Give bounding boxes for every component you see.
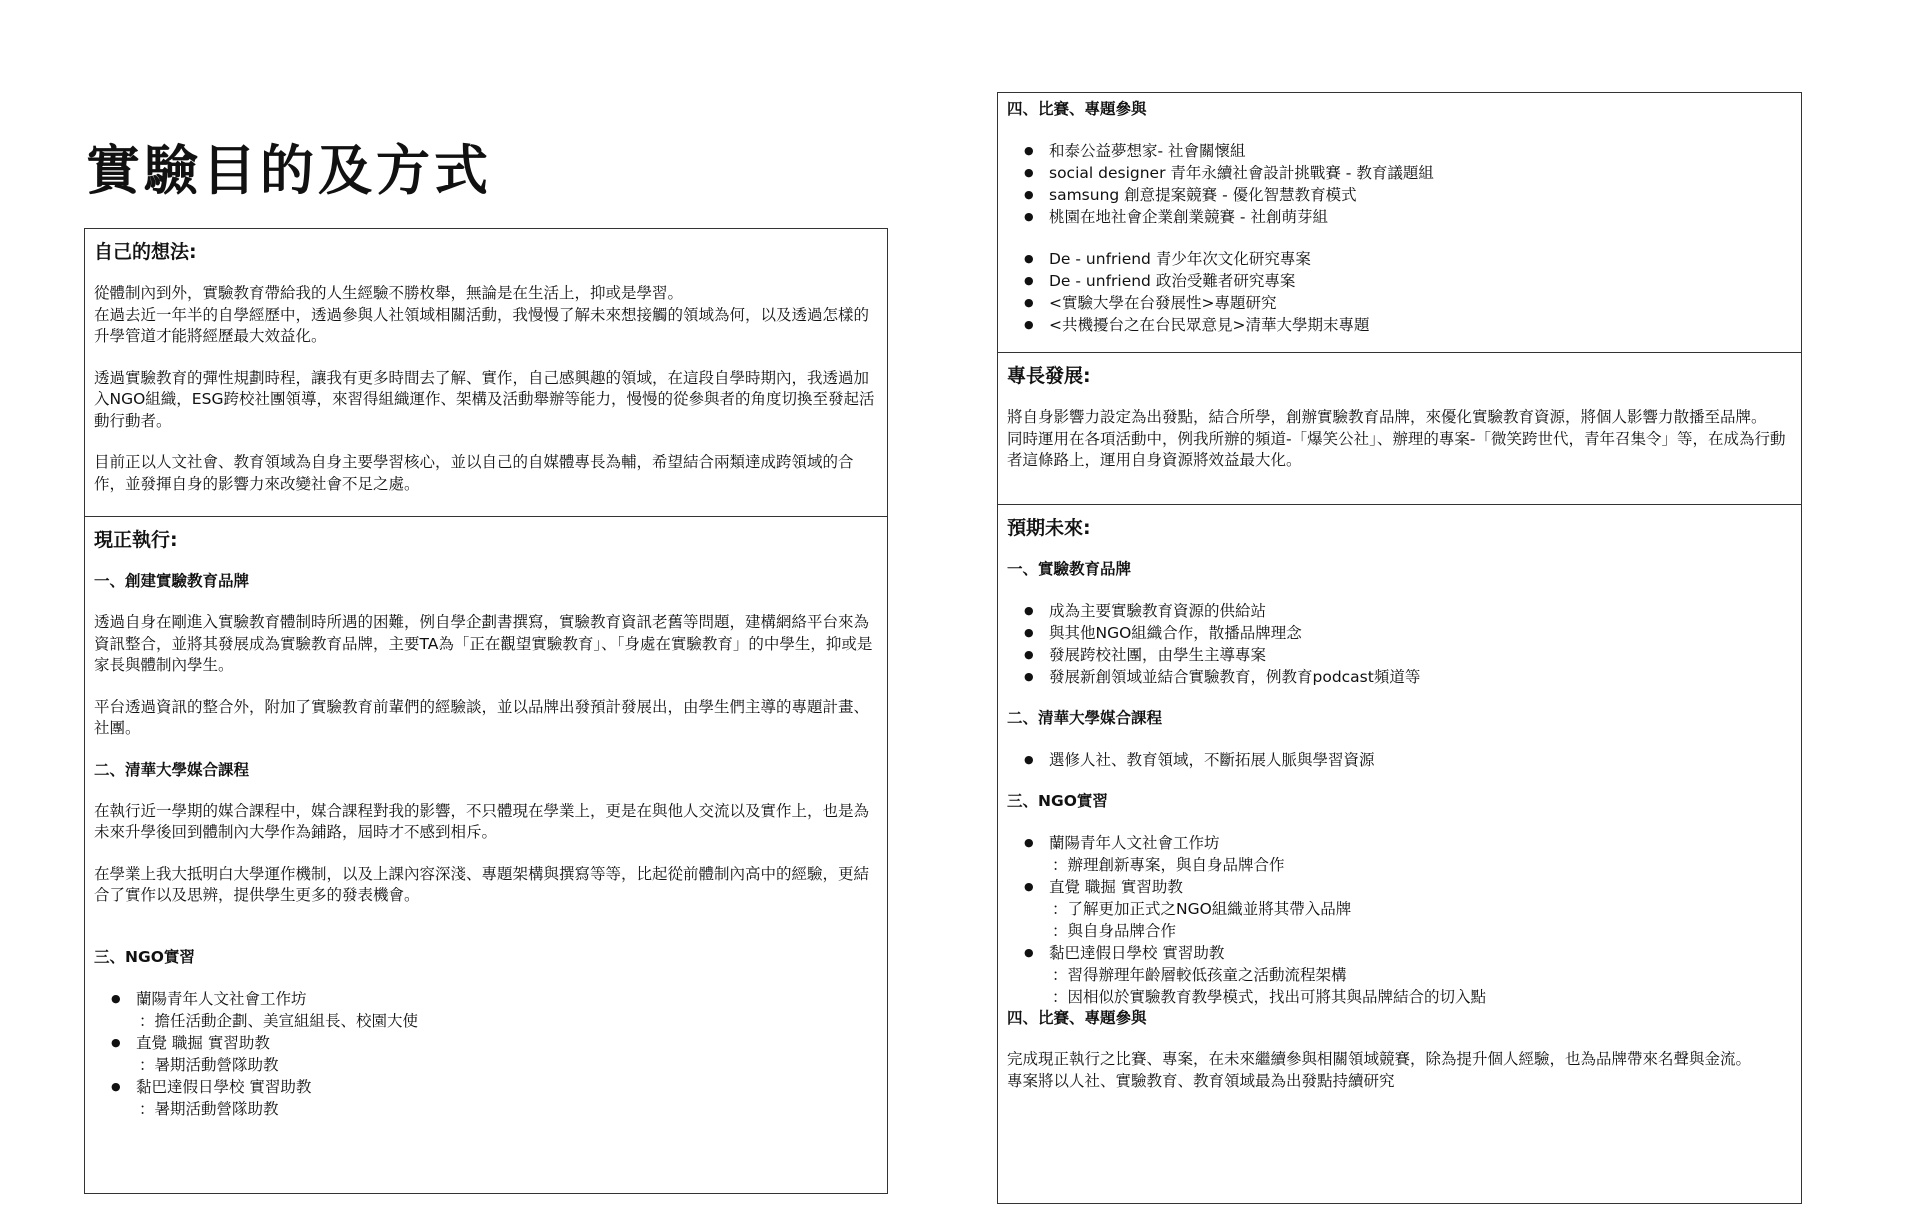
list-item: ● 與其他NGO組織合作，散播品牌理念 xyxy=(1049,622,1792,644)
course-paragraph-1: 在執行近一學期的媒合課程中，媒合課程對我的影響，不只體現在學業上，更是在與他人交流以及實作上，也是為未來升學後回到體制內大學作為鋪路，屆時才不感到相斥。 xyxy=(94,801,870,841)
future-ngo-subheading: 三、NGO實習 xyxy=(1007,792,1108,810)
future-competitions-paragraph: 完成現正執行之比賽、專案，在未來繼續參與相關領域競賽，除為提升個人經驗，也為品牌帶來名聲與金流。 專案將以人社、實驗教育、教育領域最為出發點持續研究 xyxy=(1007,1050,1752,1090)
competitions-list xyxy=(1007,140,1792,228)
list-item: ● De - unfriend 青少年次文化研究專案 xyxy=(1049,248,1792,270)
thoughts-section xyxy=(85,229,887,516)
list-item: ● De - unfriend 政治受難者研究專案 xyxy=(1049,270,1792,292)
skills-heading: 專長發展: xyxy=(1007,365,1091,387)
ngo-name: 黏巴達假日學校 實習助教 xyxy=(1049,944,1225,962)
ngo-note: ：了解更加正式之NGO組織並將其帶入品牌 xyxy=(1052,900,1352,918)
right-column xyxy=(997,92,1802,1204)
ngo-note: ：與自身品牌合作 xyxy=(1052,922,1177,940)
ngo-note: ：暑期活動營隊助教 xyxy=(139,1099,279,1118)
brand-paragraph-2: 平台透過資訊的整合外，附加了實驗教育前輩們的經驗談，並以品牌出發預計發展出，由學生們主導的專題計畫、社團。 xyxy=(94,697,870,737)
future-brand-list xyxy=(1007,600,1792,688)
thoughts-paragraph-3: 目前正以人文社會、教育領域為自身主要學習核心，並以自己的自媒體專長為輔，希望結合兩類達成跨領域的合作，並發揮自身的影響力來改變社會不足之處。 xyxy=(94,453,854,493)
list-item: ● 發展跨校社團，由學生主導專案 xyxy=(1049,644,1792,666)
list-item: ● 選修人社、教育領域，不斷拓展人脈與學習資源 xyxy=(1049,749,1792,771)
future-competitions-subheading: 四、比賽、專題參與 xyxy=(1007,1009,1147,1027)
skills-section xyxy=(998,352,1801,504)
list-item: ● samsung 創意提案競賽 - 優化智慧教育模式 xyxy=(1049,184,1792,206)
ngo-name: 直覺 職掘 實習助教 xyxy=(1049,878,1183,896)
thoughts-heading: 自己的想法: xyxy=(94,241,197,263)
projects-list xyxy=(1007,248,1792,336)
ngo-note: ：擔任活動企劃、美宣組組長、校園大使 xyxy=(139,1011,419,1030)
spacer xyxy=(94,927,878,947)
ngo-subheading: 三、NGO實習 xyxy=(94,947,195,966)
list-item xyxy=(1049,876,1792,942)
future-heading: 預期未來: xyxy=(1007,517,1091,539)
future-ngo-list xyxy=(1007,832,1792,1008)
competitions-heading: 四、比賽、專題參與 xyxy=(1007,100,1147,118)
list-item: ● 和泰公益夢想家- 社會關懷組 xyxy=(1049,140,1792,162)
ngo-note: ：習得辦理年齡層較低孩童之活動流程架構 xyxy=(1052,966,1347,984)
course-subheading: 二、清華大學媒合課程 xyxy=(94,760,250,779)
current-section xyxy=(85,516,887,1144)
list-item xyxy=(136,1032,878,1076)
skills-paragraph: 將自身影響力設定為出發點，結合所學，創辦實驗教育品牌，來優化實驗教育資源，將個人影響力散播至品牌。 同時運用在各項活動中，例我所辦的頻道-「爆笑公社」、辦理的專案-「微笑跨世代，青年召集令」等，在成為行動者這條路上，運用自身資源將效益最大化。 xyxy=(1007,408,1786,469)
list-item: ● <共機擾台之在台民眾意見>清華大學期末專題 xyxy=(1049,314,1792,336)
brand-paragraph-1: 透過自身在剛進入實驗教育體制時所遇的困難，例自學企劃書撰寫，實驗教育資訊老舊等問題，建構網絡平台來為資訊整合，並將其發展成為實驗教育品牌，主要TA為「正在觀望實驗教育」、「身處在實驗教育」的中學生，抑或是家長與體制內學生。 xyxy=(94,613,873,674)
list-item xyxy=(136,1076,878,1120)
list-item xyxy=(1049,942,1792,1008)
ngo-name: 直覺 職掘 實習助教 xyxy=(136,1033,270,1052)
ngo-name: 蘭陽青年人文社會工作坊 xyxy=(136,989,307,1008)
ngo-name: 蘭陽青年人文社會工作坊 xyxy=(1049,834,1220,852)
thoughts-paragraph-2: 透過實驗教育的彈性規劃時程，讓我有更多時間去了解、實作，自己感興趣的領域，在這段自學時期內，我透過加入NGO組織，ESG跨校社團領導，來習得組織運作、架構及活動舉辦等能力，慢慢的從參與者的角度切換至發起活動行動者。 xyxy=(94,368,875,430)
future-course-subheading: 二、清華大學媒合課程 xyxy=(1007,709,1163,727)
current-heading: 現正執行: xyxy=(94,529,178,551)
list-item: ● <實驗大學在台發展性>專題研究 xyxy=(1049,292,1792,314)
future-section xyxy=(998,504,1801,1116)
list-item xyxy=(1049,832,1792,876)
list-item: ● 成為主要實驗教育資源的供給站 xyxy=(1049,600,1792,622)
course-paragraph-2: 在學業上我大抵明白大學運作機制，以及上課內容深淺、專題架構與撰寫等等，比起從前體制內高中的經驗，更結合了實作以及思辨，提供學生更多的發表機會。 xyxy=(94,864,870,904)
list-item xyxy=(136,988,878,1032)
ngo-note: ：暑期活動營隊助教 xyxy=(139,1055,279,1074)
brand-subheading: 一、創建實驗教育品牌 xyxy=(94,572,250,590)
ngo-list xyxy=(94,988,878,1120)
left-column xyxy=(84,228,888,1194)
thoughts-paragraph-1: 從體制內到外，實驗教育帶給我的人生經驗不勝枚舉，無論是在生活上，抑或是學習。 在過去近一年半的自學經歷中，透過參與人社領域相關活動，我慢慢了解未來想接觸的領域為何，以及透過怎樣的升學管道才能將經歷最大效益化。 xyxy=(94,284,870,345)
future-brand-subheading: 一、實驗教育品牌 xyxy=(1007,560,1132,578)
ngo-name: 黏巴達假日學校 實習助教 xyxy=(136,1077,312,1096)
page-title: 實驗目的及方式 xyxy=(86,139,492,202)
future-course-list xyxy=(1007,749,1792,771)
competitions-section xyxy=(998,93,1801,352)
list-item: ● social designer 青年永續社會設計挑戰賽 - 教育議題組 xyxy=(1049,162,1792,184)
ngo-note: ：因相似於實驗教育教學模式，找出可將其與品牌結合的切入點 xyxy=(1052,988,1487,1006)
list-item: ● 發展新創領域並結合實驗教育，例教育podcast頻道等 xyxy=(1049,666,1792,688)
list-item: ● 桃園在地社會企業創業競賽 - 社創萌芽組 xyxy=(1049,206,1792,228)
ngo-note: ：辦理創新專案，與自身品牌合作 xyxy=(1052,856,1285,874)
